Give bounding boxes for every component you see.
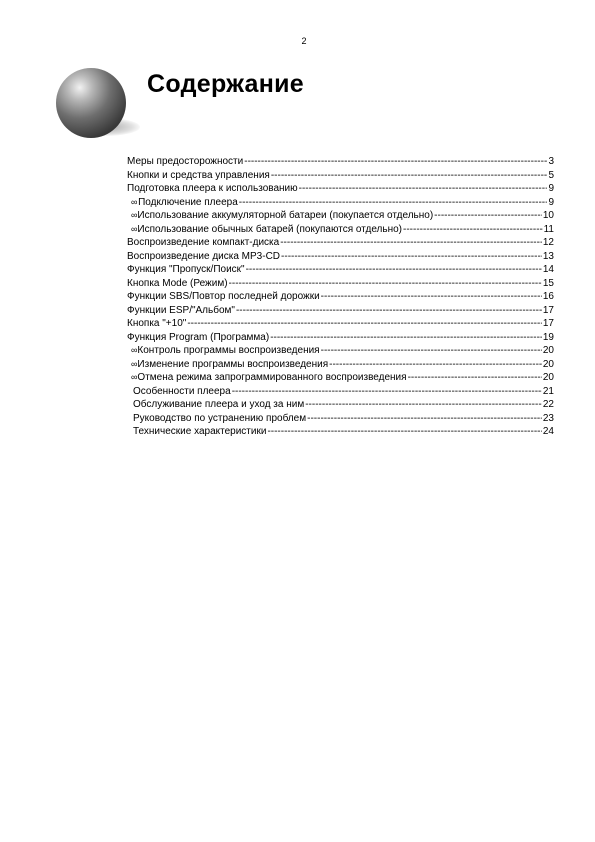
toc-entry-page: 16 (542, 291, 554, 302)
infinity-bullet-icon: ∞ (131, 358, 138, 369)
toc-leader (246, 263, 542, 277)
toc-entry-label: Использование обычных батарей (покупаются отдельно) (137, 223, 403, 235)
toc-leader (299, 182, 548, 196)
infinity-bullet-icon: ∞ (131, 345, 138, 355)
toc-entry (127, 371, 554, 385)
toc-entry-page: 9 (548, 183, 554, 194)
infinity-bullet-icon: ∞ (131, 196, 138, 207)
toc-entry (127, 209, 554, 223)
toc-leader (229, 277, 542, 291)
toc-entry-label: Функция "Пропуск/Поиск" (127, 264, 245, 275)
toc-entry-label: Функция Program (Программа) (127, 331, 270, 343)
toc-entry (127, 425, 554, 439)
toc-leader (307, 412, 542, 426)
toc-entry-label: Отмена режима запрограммированного воспроизведения (137, 372, 407, 383)
toc-entry-page: 20 (542, 372, 554, 383)
toc-entry-label: Обслуживание плеера и уход за ним (133, 399, 305, 410)
toc-entry-label: Функции ESP/"Альбом" (127, 304, 235, 316)
toc-leader (271, 169, 548, 183)
toc-entry-label: Подготовка плеера к использованию (127, 183, 298, 194)
toc-entry-label: Руководство по устранению проблем (133, 412, 307, 424)
toc-entry-page: 23 (542, 412, 554, 424)
toc-entry-page: 5 (548, 169, 554, 181)
toc-entry (127, 304, 554, 318)
toc-entry-page: 9 (548, 196, 554, 208)
toc-entry-page: 10 (542, 210, 554, 221)
toc-entry (127, 263, 554, 277)
toc-leader (236, 304, 542, 318)
toc-entry (127, 344, 554, 358)
toc-entry-page: 12 (542, 237, 554, 248)
table-of-contents (127, 155, 554, 439)
toc-entry (127, 155, 554, 169)
infinity-bullet-icon: ∞ (131, 372, 138, 382)
toc-leader (321, 290, 542, 304)
page-number: 2 (301, 36, 307, 46)
toc-entry (127, 196, 554, 210)
toc-entry (127, 331, 554, 345)
toc-entry-page: 22 (542, 399, 554, 410)
toc-leader (305, 398, 542, 412)
toc-entry-page: 20 (542, 358, 554, 370)
toc-entry-label: Подключение плеера (138, 196, 238, 208)
toc-entry-page: 21 (542, 385, 554, 397)
toc-entry (127, 317, 554, 331)
toc-entry (127, 169, 554, 183)
toc-entry-label: Использование аккумуляторной батареи (покупается отдельно) (137, 210, 434, 221)
toc-entry-label: Меры предосторожности (127, 156, 244, 167)
toc-entry-page: 24 (542, 426, 554, 437)
toc-entry (127, 358, 554, 372)
toc-entry-page: 13 (542, 250, 554, 262)
toc-entry-label: Контроль программы воспроизведения (137, 345, 320, 356)
toc-entry-page: 11 (543, 223, 554, 235)
toc-leader (232, 385, 542, 399)
toc-leader (270, 331, 542, 345)
infinity-bullet-icon: ∞ (131, 210, 138, 220)
toc-entry-label: Воспроизведение диска MP3-CD (127, 250, 281, 262)
toc-entry (127, 223, 554, 237)
toc-leader (187, 317, 542, 331)
toc-entry-label: Кнопки и средства управления (127, 169, 270, 181)
toc-entry (127, 250, 554, 264)
toc-entry-page: 14 (542, 264, 554, 275)
toc-entry (127, 412, 554, 426)
toc-entry-page: 3 (548, 156, 554, 167)
toc-leader (267, 425, 541, 439)
toc-entry-page: 17 (542, 318, 554, 329)
toc-leader (281, 250, 542, 264)
toc-leader (280, 236, 542, 250)
toc-entry (127, 277, 554, 291)
toc-entry (127, 236, 554, 250)
toc-entry (127, 182, 554, 196)
page-title: Содержание (147, 70, 305, 98)
toc-entry-page: 20 (542, 345, 554, 356)
toc-leader (408, 371, 542, 385)
toc-entry-label: Функции SBS/Повтор последней дорожки (127, 291, 320, 302)
toc-entry (127, 398, 554, 412)
toc-entry (127, 290, 554, 304)
toc-entry (127, 385, 554, 399)
sphere-graphic (56, 68, 126, 138)
toc-entry-label: Воспроизведение компакт-диска (127, 237, 280, 248)
toc-entry-page: 15 (542, 277, 554, 289)
toc-leader (321, 344, 542, 358)
toc-entry-label: Технические характеристики (133, 426, 267, 437)
toc-entry-label: Кнопка "+10" (127, 318, 187, 329)
toc-leader (244, 155, 547, 169)
infinity-bullet-icon: ∞ (131, 223, 138, 234)
toc-leader (329, 358, 542, 372)
toc-entry-label: Особенности плеера (133, 385, 231, 397)
toc-entry-page: 17 (542, 304, 554, 316)
toc-entry-page: 19 (542, 331, 554, 343)
toc-leader (403, 223, 543, 237)
toc-entry-label: Изменение программы воспроизведения (137, 358, 329, 370)
toc-entry-label: Кнопка Mode (Режим) (127, 277, 228, 289)
toc-leader (434, 209, 542, 223)
toc-leader (239, 196, 548, 210)
